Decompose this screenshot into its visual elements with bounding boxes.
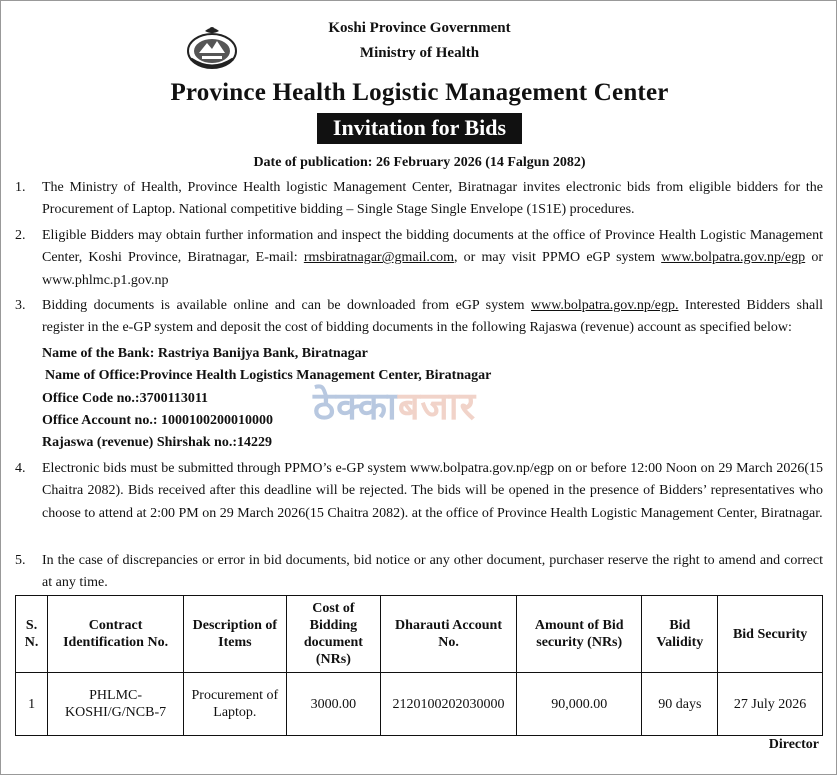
ministry-name: Ministry of Health xyxy=(359,45,480,61)
table-cell: 27 July 2026 xyxy=(718,673,823,736)
clause-text xyxy=(42,295,823,340)
table-cell: PHLMC-KOSHI/G/NCB-7 xyxy=(48,673,184,736)
col-header: Contract Identification No. xyxy=(48,596,184,673)
banner-wrap xyxy=(1,113,837,144)
col-header: Amount of Bid security (NRs) xyxy=(516,596,642,673)
egp-link[interactable]: www.bolpatra.gov.np/egp. xyxy=(530,298,679,313)
table-cell: 90,000.00 xyxy=(516,673,642,736)
clause-text-part: or www.phlmc.p1.gov.np xyxy=(42,250,824,288)
bid-table xyxy=(15,595,823,736)
clause-text-part: Bidding documents is available online and can be downloaded from eGP system xyxy=(42,298,531,313)
clause-number: 4. xyxy=(15,461,26,476)
contact-email-link[interactable]: rmsbiratnagar@gmail.com xyxy=(303,250,454,266)
table-cell: 1 xyxy=(16,673,48,736)
clause-1 xyxy=(15,177,823,222)
clause-text: Electronic bids must be submitted through PPMO’s e-GP system www.bolpatra.gov.np/egp on or before 12:00 Noon on 29 March 2026(15 Chaitra 2082). Bids received after this deadline will be rejected. The bids will be opened in the presence of Bidders’ representatives who choose to attend at 2:00 PM on 29 March 2026(15 Chaitra 2082). at the office of Province Health Logistic Management Center, Biratnagar. xyxy=(42,461,823,521)
col-header: Description of Items xyxy=(184,596,287,673)
watermark-part: ठेक्का xyxy=(313,384,398,428)
clause-text-part: , or may visit PPMO eGP system xyxy=(453,250,662,266)
table-row xyxy=(16,673,823,736)
col-header: S. N. xyxy=(16,596,48,673)
clause-4 xyxy=(15,458,823,525)
page-title: Province Health Logistic Management Center xyxy=(170,79,669,106)
government-name: Koshi Province Government xyxy=(328,20,511,36)
rajaswa-shirshak: Rajaswa (revenue) Shirshak no.:14229 xyxy=(42,435,272,450)
publication-date: Date of publication: 26 February 2026 (14 Falgun 2082) xyxy=(253,155,586,170)
bank-name: Name of the Bank: Rastriya Banijya Bank, Biratnagar xyxy=(42,346,368,361)
table-cell: Procurement of Laptop. xyxy=(184,673,287,736)
table-cell: 2120100202030000 xyxy=(381,673,517,736)
office-name: Name of Office:Province Health Logistics Management Center, Biratnagar xyxy=(45,368,492,383)
clause-5 xyxy=(15,550,823,595)
clause-text-part: Eligible Bidders may obtain further information and inspect the bidding documents at the office of Province Health Logistic Management Center, Koshi Province, Biratnagar, E-mail: xyxy=(42,228,823,266)
clause-2 xyxy=(15,225,823,292)
clause-text-part: Interested Bidders shall register in the e-GP system and deposit the cost of bidding documents in the following Rajaswa (revenue) account as specified below: xyxy=(42,298,823,336)
signature-director: Director xyxy=(768,737,819,752)
clause-number: 3. xyxy=(15,298,26,313)
col-header: Cost of Bidding document (NRs) xyxy=(286,596,380,673)
clause-number: 5. xyxy=(15,553,26,568)
col-header: Dharauti Account No. xyxy=(381,596,517,673)
watermark-part: बजार xyxy=(397,384,477,428)
office-account: Office Account no.: 1000100200010000 xyxy=(42,413,273,428)
clause-3 xyxy=(15,295,823,340)
office-code: Office Code no.:3700113011 xyxy=(42,391,209,406)
invitation-banner: Invitation for Bids xyxy=(317,113,522,144)
table-cell: 3000.00 xyxy=(286,673,380,736)
clause-number: 2. xyxy=(15,228,26,243)
table-cell: 90 days xyxy=(642,673,718,736)
col-header: Bid Security xyxy=(718,596,823,673)
col-header: Bid Validity xyxy=(642,596,718,673)
clause-text: In the case of discrepancies or error in bid documents, bid notice or any other document, purchaser reserve the right to amend and correct at any time. xyxy=(42,553,823,591)
table-header-row xyxy=(16,596,823,673)
clause-text xyxy=(42,225,823,292)
clause-text: The Ministry of Health, Province Health logistic Management Center, Biratnagar invites electronic bids from eligible bidders for the Procurement of Laptop. National competitive bidding – Single Stage Single Envelope (1S1E) procedures. xyxy=(42,180,823,218)
clause-number: 1. xyxy=(15,180,26,195)
egp-link[interactable]: www.bolpatra.gov.np/egp xyxy=(661,250,806,266)
